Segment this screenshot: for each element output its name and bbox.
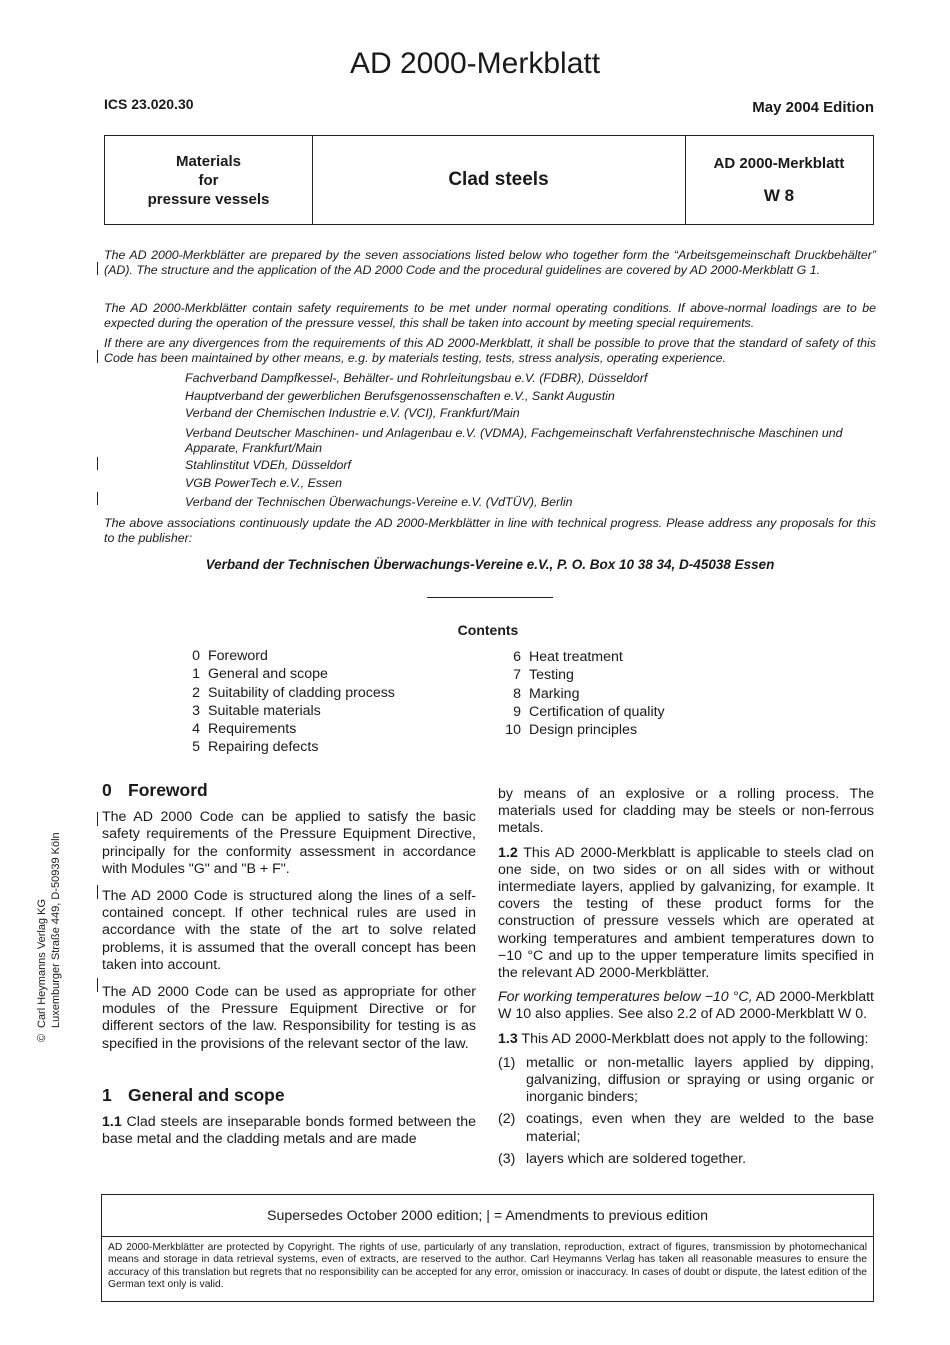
association-item: Verband der Technischen Überwachungs-Vereine e.V. (VdTÜV), Berlin (185, 495, 573, 509)
body-paragraph: The AD 2000 Code can be used as appropriate for other modules of the Pressure Equipment Directive or for different sectors of the law. Responsibility for testing is as specified in the provisions of the relevant sector of the law. (102, 984, 476, 1052)
contents-item: 1 General and scope (192, 666, 328, 683)
amendment-marker (97, 457, 98, 470)
section-heading-general: 1 General and scope (102, 1084, 285, 1105)
header-table (104, 135, 874, 225)
contents-item: 3 Suitable materials (192, 702, 321, 719)
publisher-side-note (36, 772, 96, 1042)
list-item: (2) coatings, even when they are welded to the base material; (498, 1111, 874, 1145)
contents-item: 10 Design principles (505, 722, 638, 739)
amendment-marker (97, 350, 98, 363)
body-paragraph: 1.3 This AD 2000-Merkblatt does not apply to the following: (498, 1030, 869, 1047)
amendment-marker (97, 262, 98, 275)
contents-heading: Contents (457, 622, 519, 638)
contents-list-right (503, 648, 665, 739)
association-item: Hauptverband der gewerblichen Berufsgenossenschaften e.V., Sankt Augustin (185, 389, 615, 403)
contents-item: 4 Requirements (192, 721, 297, 738)
association-item: VGB PowerTech e.V., Essen (185, 476, 343, 490)
code-number: W 8 (763, 185, 795, 205)
edition-date: May 2004 Edition (752, 99, 874, 116)
association-item: Fachverband Dampfkessel-, Behälter- und Rohrleitungsbau e.V. (FDBR), Düsseldorf (185, 371, 648, 385)
right-column (498, 786, 874, 1168)
header-code-cell (685, 136, 873, 224)
subject-title: Clad steels (448, 169, 549, 190)
header-category-cell (105, 136, 313, 224)
intro-paragraph: The AD 2000-Merkblätter are prepared by the seven associations listed below who together form the “Arbeitsgemeinschaft Druckbehälter” (AD). The structure and the application of the AD 2000 Code and the procedural guidelines are covered by AD 2000-Merkblatt G 1. (104, 248, 876, 277)
intro-paragraph: The AD 2000-Merkblätter contain safety requirements to be met under normal operating conditions. If above-normal loadings are to be expected during the operation of the pressure vessel, this shall be taken into account by meeting special requirements. (104, 301, 876, 330)
body-paragraph: The AD 2000 Code can be applied to satisfy the basic safety requirements of the Pressure Equipment Directive, principally for the conformity assessment in accordance with Modules "G" and "B + F". (102, 809, 476, 877)
body-paragraph: 1.1 Clad steels are inseparable bonds formed between the base metal and the cladding metals and are made (102, 1114, 476, 1148)
amendment-marker (97, 885, 98, 899)
contents-item: 2 Suitability of cladding process (192, 684, 395, 701)
publisher-address: Verband der Technischen Überwachungs-Vereine e.V., P. O. Box 10 38 34, D-45038 Essen (205, 557, 775, 572)
category-line: Materials (175, 152, 242, 170)
amendment-marker (97, 812, 98, 826)
amendment-marker (97, 978, 98, 992)
category-line: pressure vessels (147, 190, 270, 208)
ics-code: ICS 23.020.30 (104, 96, 194, 112)
body-paragraph: by means of an explosive or a rolling process. The materials used for cladding may be steels or non-ferrous metals. (498, 786, 874, 837)
contents-item: 6 Heat treatment (513, 649, 623, 665)
list-item: (3) layers which are soldered together. (498, 1150, 747, 1167)
body-paragraph: 1.2 This AD 2000-Merkblatt is applicable to steels clad on one side, on two sides or on all sides with or without intermediate layers, applied by galvanizing, for example. It covers the testing of these product forms for the construction of pressure vessels which are operated at working temperatures and ambient temperatures down to −10 °C and up to the upper temperature limits specified in the relevant AD 2000-Merkblätter. (498, 844, 875, 982)
publisher-name: Carl Heymanns Verlag KG (36, 899, 48, 1028)
intro-paragraph: If there are any divergences from the requirements of this AD 2000-Merkblatt, it shall be possible to prove that the standard of safety of this Code has been maintained by other means, e.g. by materials testing, tests, stress analysis, operating experience. (104, 336, 876, 365)
contents-list-left (182, 647, 395, 757)
separator-line (427, 597, 553, 598)
contents-item: 8 Marking (513, 685, 580, 702)
code-series: AD 2000-Merkblatt (713, 154, 845, 172)
contents-item: 5 Repairing defects (192, 739, 319, 756)
copyright-notice: AD 2000-Merkblätter are protected by Copyright. The rights of use, particularly of any translation, reproduction, extract of figures, transmission by photomechanical means and storage in data retrieval systems, even of extracts, are reserved to the author. Carl Heymanns Verlag has taken all reasonable measures to ensure the accuracy of this translation but regrets that no responsibility can be accepted for any error, omission or inaccuracy. In cases of doubt or dispute, the latest edition of the German text only is valid. (108, 1242, 867, 1290)
document-title: AD 2000-Merkblatt (349, 47, 601, 80)
association-item: Verband der Chemischen Industrie e.V. (VCI), Frankfurt/Main (185, 406, 520, 420)
association-item: Stahlinstitut VDEh, Düsseldorf (185, 458, 351, 472)
body-paragraph: For working temperatures below −10 °C, AD 2000-Merkblatt W 10 also applies. See also 2.2 of AD 2000-Merkblatt W 0. (498, 989, 874, 1023)
list-item: (1) metallic or non-metallic layers applied by dipping, galvanizing, diffusion or spraying or using organic or inorganic binders; (498, 1054, 874, 1106)
contents-item: 9 Certification of quality (513, 703, 665, 720)
contents-item: 7 Testing (513, 667, 574, 684)
left-column (102, 782, 476, 1148)
category-line: for (198, 171, 219, 189)
body-paragraph: The AD 2000 Code is structured along the lines of a self-contained concept. If other technical rules are used in accordance with the state of the art to solve related problems, it is assumed that the overall concept has been taken into account. (102, 888, 476, 973)
intro-paragraph: The above associations continuously update the AD 2000-Merkblätter in line with technical progress. Please address any proposals for this to the publisher: (104, 516, 876, 545)
section-heading-foreword: 0 Foreword (102, 780, 208, 800)
publisher-street: Luxemburger Straße 449, D-50939 Köln (50, 832, 62, 1028)
supersedes-note: Supersedes October 2000 edition; | = Amendments to previous edition (266, 1207, 708, 1224)
supersedes-box (101, 1194, 874, 1237)
header-subject-cell (312, 136, 686, 224)
contents-item: 0 Foreword (192, 648, 268, 664)
copyright-symbol: © (36, 1033, 48, 1042)
amendment-marker (97, 492, 98, 505)
association-item: Verband Deutscher Maschinen- und Anlagenbau e.V. (VDMA), Fachgemeinschaft Verfahrenstechnische Maschinen und Apparate, Frankfurt/Main (185, 426, 843, 455)
copyright-box (101, 1237, 874, 1302)
